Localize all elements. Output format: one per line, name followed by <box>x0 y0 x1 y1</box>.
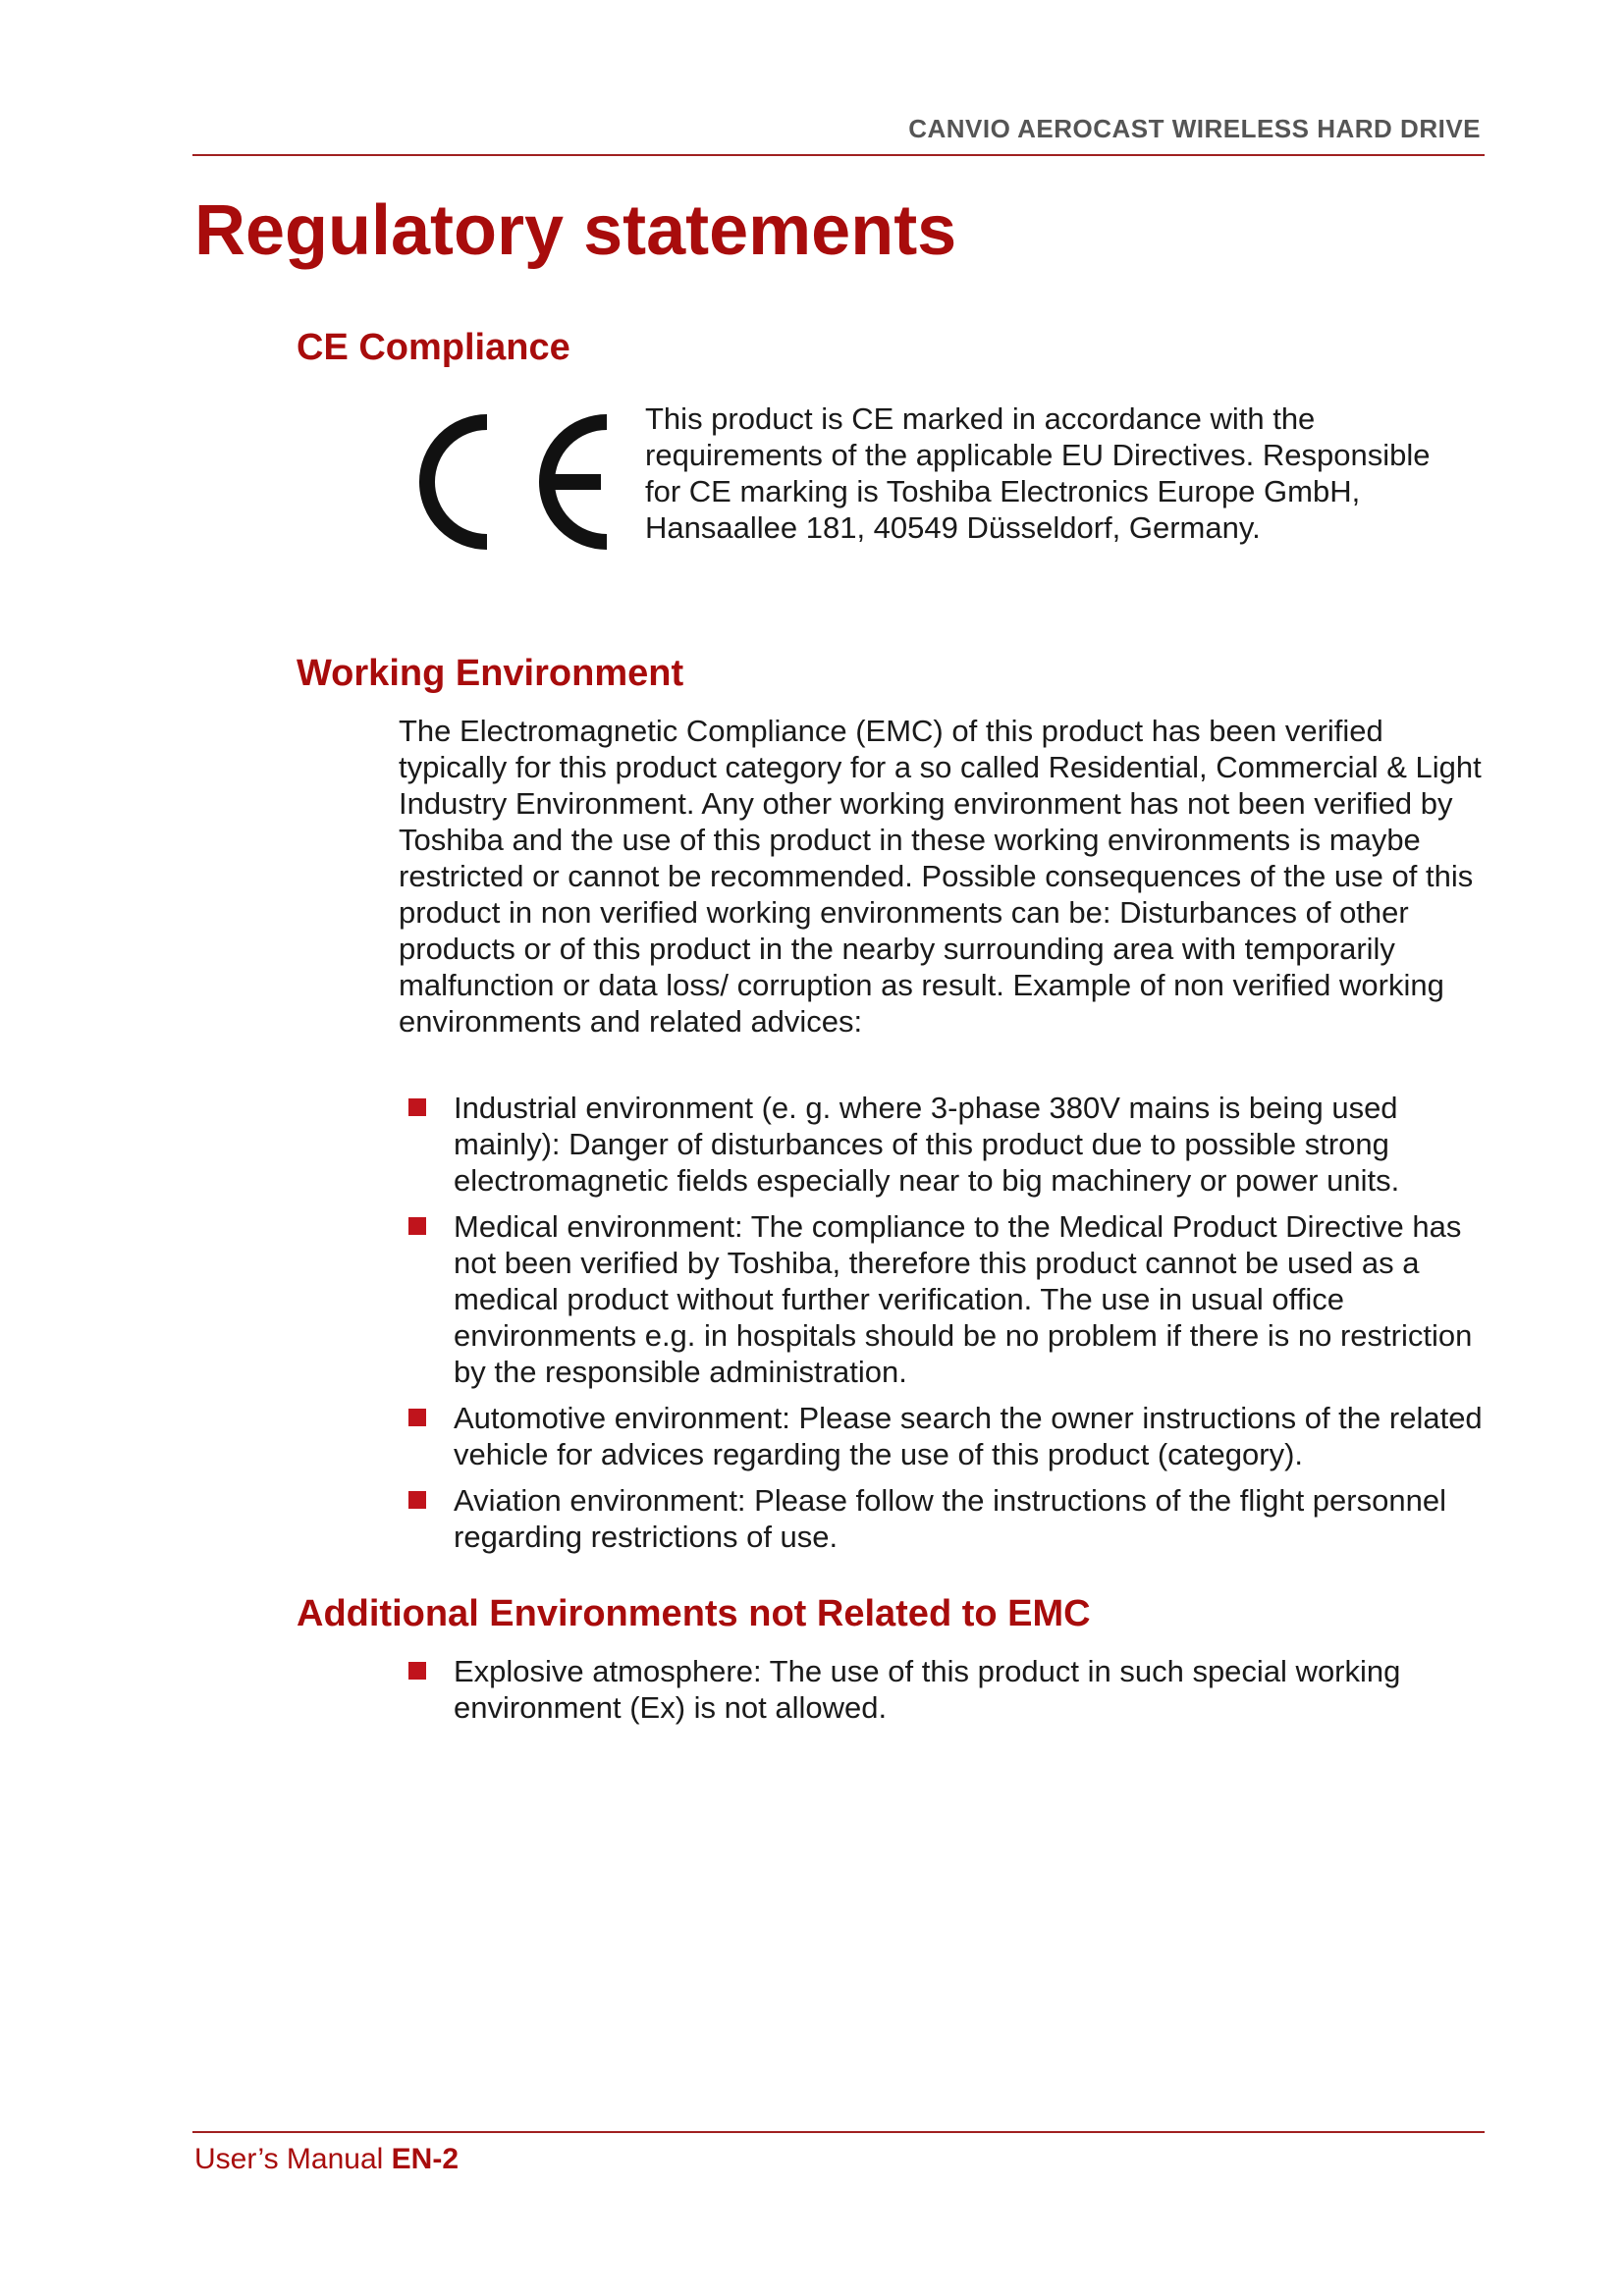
heading-additional-environments: Additional Environments not Related to EMC <box>297 1593 1091 1634</box>
list-item-aviation <box>399 1482 1489 1555</box>
page-footer <box>194 2143 459 2176</box>
list-item-medical <box>399 1208 1489 1390</box>
list-item-text: Explosive atmosphere: The use of this product in such special working environment (Ex) is not allowed. <box>454 1654 1401 1725</box>
running-header: CANVIO AEROCAST WIRELESS HARD DRIVE <box>908 114 1481 143</box>
list-item-text: Industrial environment (e. g. where 3-phase 380V mains is being used mainly): Danger of disturbances of this product due to possible strong electromagnetic fields especially near to big machinery or power units. <box>454 1091 1400 1198</box>
bullet-square-icon <box>408 1491 426 1509</box>
ce-mark-icon <box>405 405 613 559</box>
additional-environments-list <box>399 1653 1489 1735</box>
working-environment-list <box>399 1090 1489 1565</box>
list-item-text: Automotive environment: Please search the owner instructions of the related vehicle for advices regarding the use of this product (category). <box>454 1401 1483 1471</box>
bullet-square-icon <box>408 1662 426 1680</box>
page-number: EN-2 <box>391 2143 460 2175</box>
bullet-square-icon <box>408 1409 426 1426</box>
footer-rule <box>192 2131 1485 2133</box>
ce-compliance-text: This product is CE marked in accordance with the requirements of the applicable EU Directives. Responsible for CE marking is Toshiba Electronics Europe GmbH, Hansaallee 181, 40549 Düsseldorf, Germany. <box>645 401 1431 545</box>
heading-working-environment: Working Environment <box>297 653 684 694</box>
list-item-industrial <box>399 1090 1489 1199</box>
list-item-text: Aviation environment: Please follow the instructions of the flight personnel regarding restrictions of use. <box>454 1483 1446 1554</box>
page-title: Regulatory statements <box>194 191 957 270</box>
list-item-text: Medical environment: The compliance to the Medical Product Directive has not been verified by Toshiba, therefore this product cannot be used as a medical product without further verification. The use in usual office environments e.g. in hospitals should be no problem if there is no restriction by the responsible administration. <box>454 1209 1473 1389</box>
bullet-square-icon <box>408 1098 426 1116</box>
list-item-explosive <box>399 1653 1489 1726</box>
bullet-square-icon <box>408 1217 426 1235</box>
list-item-automotive <box>399 1400 1489 1472</box>
footer-label: User’s Manual <box>194 2143 384 2175</box>
working-environment-paragraph: The Electromagnetic Compliance (EMC) of this product has been verified typically for this product category for a so called Residential, Commercial & Light Industry Environment. Any other working environment has not been verified by Toshiba and the use of this product in these working environments is maybe restricted or cannot be recommended. Possible consequences of the use of this product in non verified working environments can be: Disturbances of other products or of this product in the nearby surrounding area with temporarily malfunction or data loss/ corruption as result. Example of non verified working environments and related advices: <box>399 714 1482 1039</box>
heading-ce-compliance: CE Compliance <box>297 327 570 368</box>
header-rule <box>192 154 1485 156</box>
